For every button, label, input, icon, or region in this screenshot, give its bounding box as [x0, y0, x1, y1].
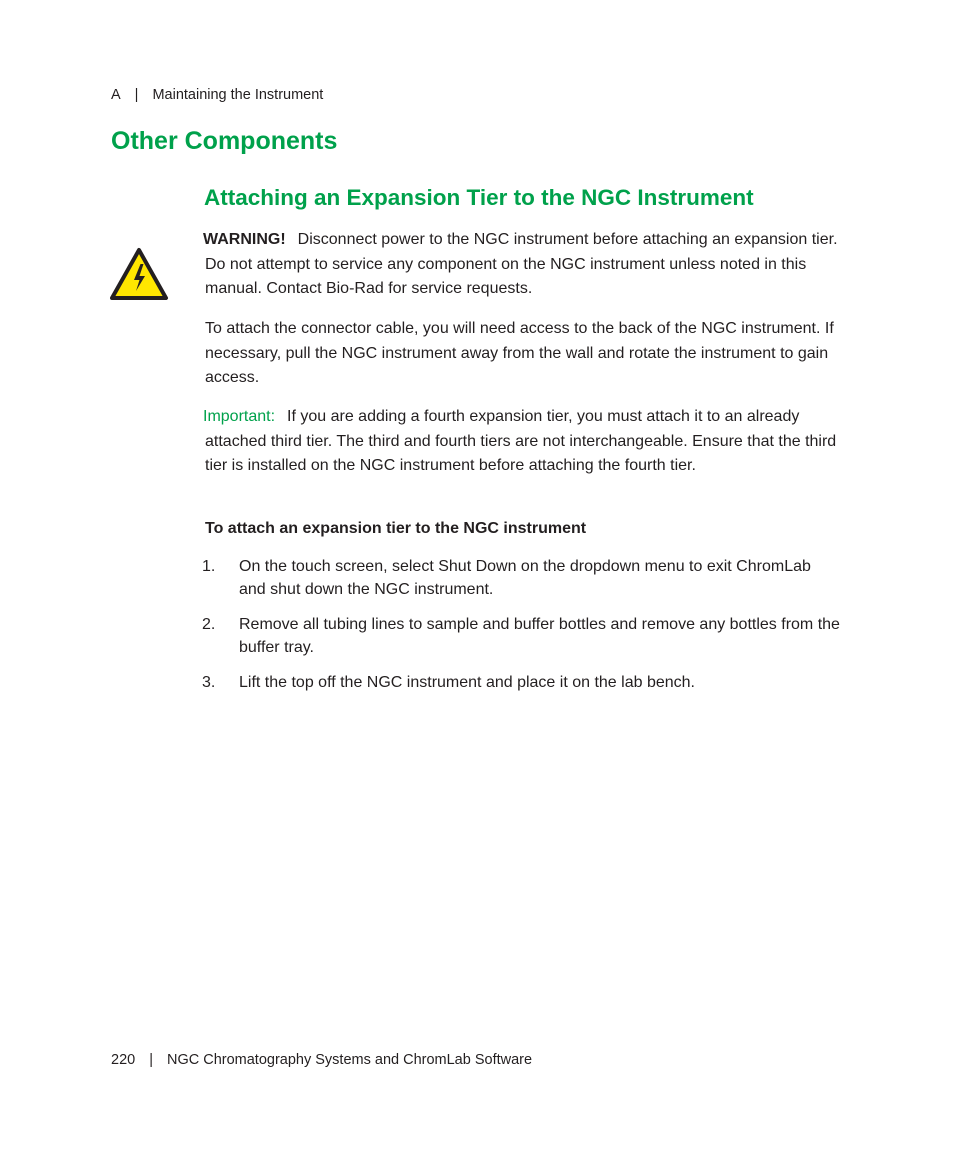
running-header	[111, 87, 323, 103]
electrical-hazard-icon	[109, 247, 169, 301]
chapter-letter: A	[111, 87, 121, 103]
procedure-steps	[202, 556, 842, 707]
step-text: On the touch screen, select Shut Down on the dropdown menu to exit ChromLab and shut down the NGC instrument.	[239, 558, 811, 598]
step-text: Lift the top off the NGC instrument and place it on the lab bench.	[239, 674, 695, 692]
procedure-title: To attach an expansion tier to the NGC instrument	[205, 520, 587, 537]
important-label: Important:	[203, 408, 276, 425]
book-title: NGC Chromatography Systems and ChromLab Software	[166, 1052, 533, 1068]
procedure-step	[202, 614, 842, 660]
header-separator: |	[134, 87, 139, 103]
step-number: 2.	[202, 616, 216, 634]
footer-separator: |	[149, 1052, 153, 1068]
important-note	[205, 405, 845, 479]
procedure-step	[202, 672, 842, 695]
step-number: 3.	[202, 674, 216, 692]
procedure-step	[202, 556, 842, 602]
important-text: If you are adding a fourth expansion tier, you must attach it to an already attached third tier. The third and fourth tiers are not interchangeable. Ensure that the third tier is installed on the NGC instrument before attaching the fourth tier.	[205, 408, 837, 475]
step-text: Remove all tubing lines to sample and buffer bottles and remove any bottles from the buffer tray.	[239, 616, 840, 656]
warning-label: WARNING!	[203, 231, 286, 248]
chapter-title: Maintaining the Instrument	[152, 87, 324, 103]
subsection-title: Attaching an Expansion Tier to the NGC Instrument	[204, 185, 754, 210]
access-paragraph: To attach the connector cable, you will need access to the back of the NGC instrument. If necessary, pull the NGC instrument away from the wall and rotate the instrument to gain access.	[205, 320, 834, 387]
section-title: Other Components	[111, 127, 338, 155]
step-number: 1.	[202, 558, 216, 575]
warning-note	[205, 228, 845, 302]
running-footer	[111, 1052, 532, 1068]
page-number: 220	[111, 1052, 136, 1068]
warning-text: Disconnect power to the NGC instrument before attaching an expansion tier. Do not attempt to service any component on the NGC instrument unless noted in this manual. Contact Bio-Rad for service requests.	[205, 231, 838, 298]
